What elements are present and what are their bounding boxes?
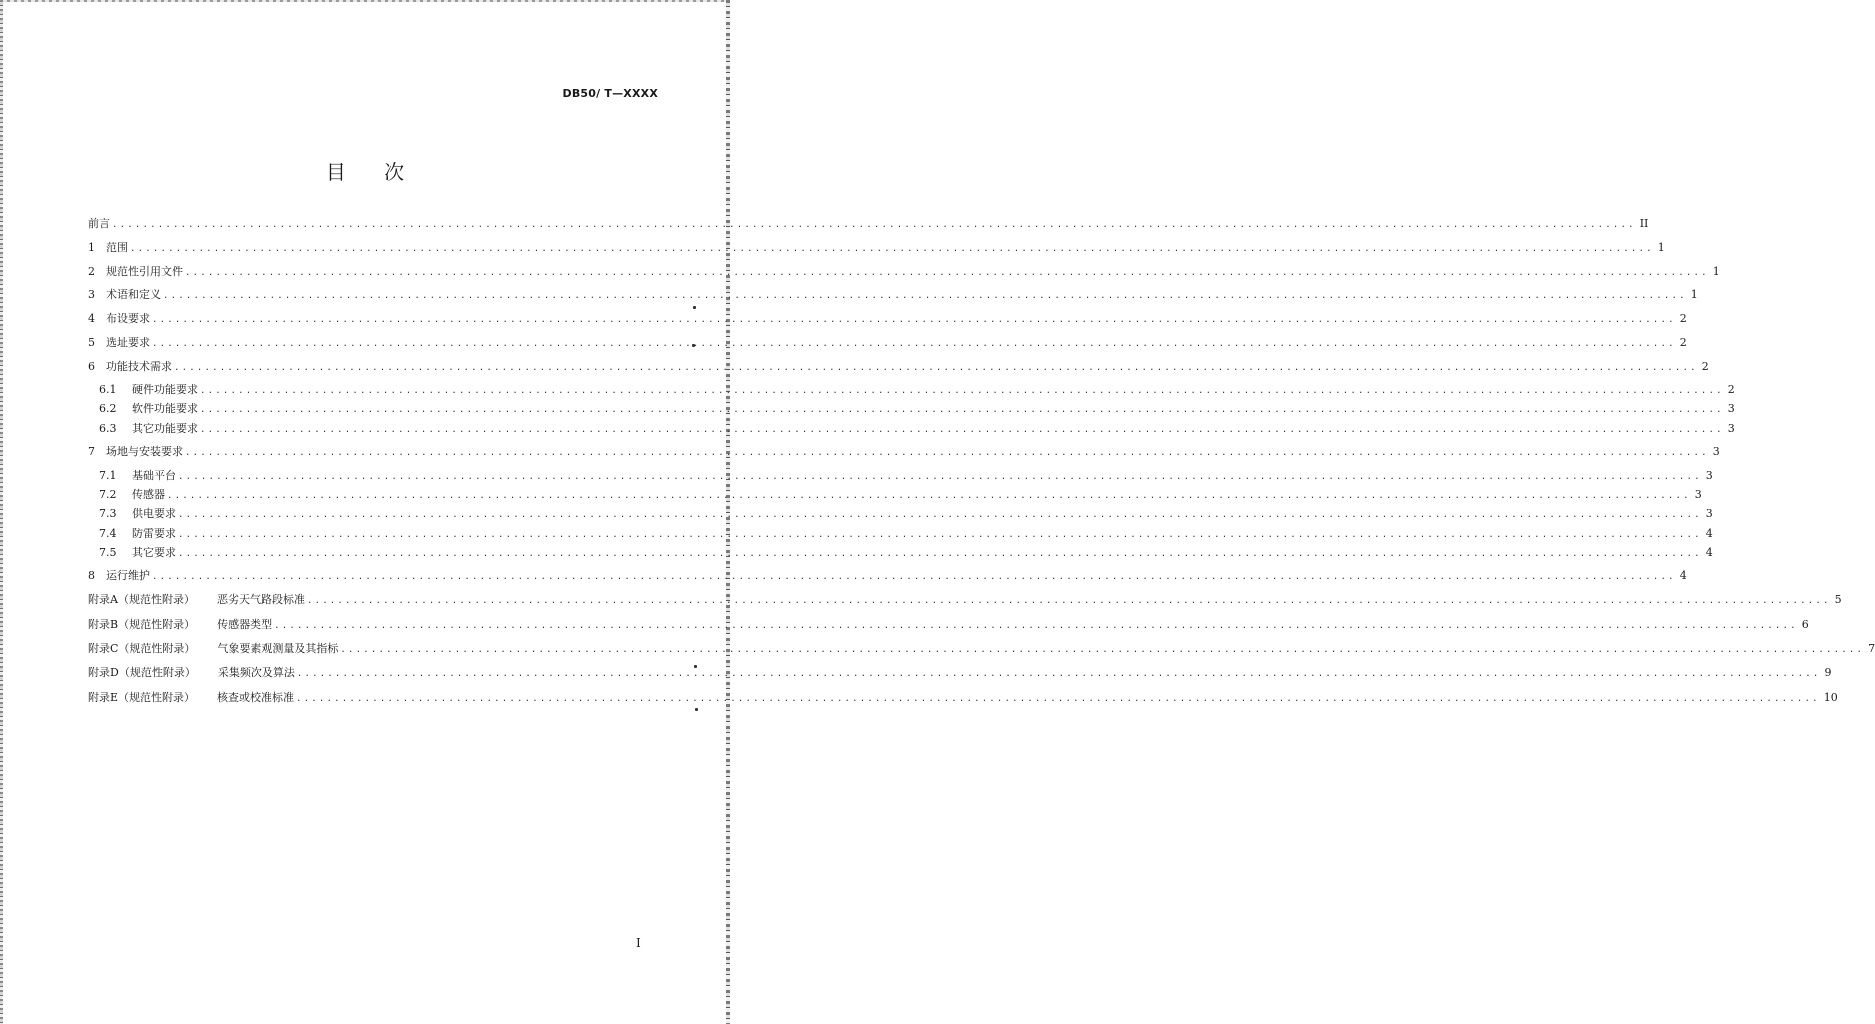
- toc-entry-label: 软件功能要求: [132, 402, 198, 415]
- toc-entry-label: 附录A（规范性附录） 恶劣天气路段标准: [88, 593, 305, 606]
- toc-leader-dots: ........................................................................................................................................................................................................: [306, 596, 1831, 606]
- toc-entry[interactable]: [99, 504, 1713, 524]
- toc-entry-number: 2: [88, 265, 95, 278]
- toc-entry-number: 4: [88, 312, 95, 325]
- toc-leader-dots: ........................................................................................................................................................................................................: [178, 510, 1702, 520]
- toc-entry-appendix-title: 核查或校准标准: [217, 691, 295, 704]
- toc-entry[interactable]: [88, 688, 1838, 708]
- toc-entry-page: 1: [1657, 241, 1665, 254]
- toc-entry-label: 规范性引用文件: [106, 265, 183, 278]
- toc-entry-number: 6.2: [99, 402, 117, 415]
- toc-entry[interactable]: [99, 466, 1713, 486]
- toc-entry-label: 供电要求: [132, 507, 176, 520]
- toc-entry[interactable]: [88, 333, 1687, 353]
- toc-entry-appendix-title: 恶劣天气路段标准: [216, 593, 305, 606]
- toc-leader-dots: ........................................................................................................................................................................................................: [185, 448, 1709, 458]
- toc-entry-label: 场地与安装要求: [106, 445, 183, 458]
- toc-entry-label: 其它功能要求: [132, 422, 198, 435]
- toc-entry[interactable]: [88, 357, 1709, 377]
- toc-entry-number: 3: [88, 288, 95, 301]
- toc-entry-number: 7: [88, 445, 95, 458]
- toc-entry[interactable]: [99, 485, 1702, 505]
- toc-entry-page: 3: [1727, 422, 1735, 435]
- toc-entry-appendix-title: 传感器类型: [217, 618, 273, 631]
- toc-entry-page: 9: [1824, 666, 1832, 679]
- toc-entry-number: 7.5: [99, 546, 117, 559]
- toc-entry-label: 附录B（规范性附录） 传感器类型: [88, 618, 273, 631]
- toc-leader-dots: ........................................................................................................................................................................................................: [178, 530, 1702, 540]
- toc-entry-number: 6: [88, 360, 95, 373]
- toc-entry-label: 基础平台: [132, 469, 176, 482]
- toc-entry-number: 7.2: [99, 488, 117, 501]
- toc-entry-label: 附录E（规范性附录） 核查或校准标准: [88, 691, 295, 704]
- toc-entry-appendix-title: 气象要素观测量及其指标: [217, 642, 339, 655]
- toc-entry-page: 3: [1705, 469, 1713, 482]
- toc-entry-label: 防雷要求: [132, 527, 176, 540]
- toc-entry-page: 4: [1705, 527, 1713, 540]
- toc-entry[interactable]: [88, 590, 1842, 610]
- toc-entry-label: 运行维护: [106, 569, 150, 582]
- toc-entry[interactable]: [99, 399, 1735, 419]
- document-code: DB50/ T—XXXX: [562, 87, 658, 100]
- toc-entry-page: 1: [1690, 288, 1698, 301]
- toc-entry-number: 6.1: [99, 383, 117, 396]
- toc-entry[interactable]: [99, 419, 1735, 439]
- toc-entry-page: 2: [1679, 312, 1687, 325]
- toc-entry[interactable]: [88, 442, 1720, 462]
- toc-leader-dots: ........................................................................................................................................................................................................: [296, 669, 1821, 679]
- toc-entry-label: 术语和定义: [106, 288, 161, 301]
- toc-entry-number: 7.1: [99, 469, 117, 482]
- toc-leader-dots: ........................................................................................................................................................................................................: [178, 549, 1702, 559]
- toc-leader-dots: ........................................................................................................................................................................................................: [185, 268, 1709, 278]
- toc-entry[interactable]: [88, 566, 1687, 586]
- toc-entry-page: 4: [1705, 546, 1713, 559]
- toc-entry[interactable]: [88, 238, 1665, 258]
- toc-leader-dots: ........................................................................................................................................................................................................: [174, 363, 1698, 373]
- toc-leader-dots: ........................................................................................................................................................................................................: [152, 315, 1676, 325]
- toc-leader-dots: ........................................................................................................................................................................................................: [152, 572, 1676, 582]
- toc-entry[interactable]: [88, 309, 1687, 329]
- toc-entry-number: 8: [88, 569, 95, 582]
- page-number: I: [636, 936, 641, 950]
- toc-entry[interactable]: [88, 214, 1649, 234]
- toc-entry-label: 其它要求: [132, 546, 176, 559]
- scan-speck: [693, 306, 696, 309]
- toc-entry-label: 附录C（规范性附录） 气象要素观测量及其指标: [88, 642, 339, 655]
- toc-entry-label: 硬件功能要求: [132, 383, 198, 396]
- toc-leader-dots: ........................................................................................................................................................................................................: [112, 220, 1636, 230]
- toc-leader-dots: ........................................................................................................................................................................................................: [178, 472, 1702, 482]
- toc-entry[interactable]: [88, 639, 1875, 659]
- toc-leader-dots: ........................................................................................................................................................................................................: [130, 244, 1654, 254]
- toc-entry[interactable]: [88, 285, 1698, 305]
- toc-entry[interactable]: [88, 615, 1809, 635]
- toc-entry[interactable]: [88, 262, 1720, 282]
- scan-edge-top: [0, 0, 730, 2]
- toc-entry-label: 传感器: [132, 488, 165, 501]
- toc-entry-appendix-title: 采集频次及算法: [217, 666, 295, 679]
- toc-entry-label: 布设要求: [106, 312, 150, 325]
- toc-entry-number: 5: [88, 336, 95, 349]
- toc-entry-label: 前言: [88, 217, 110, 230]
- toc-leader-dots: ........................................................................................................................................................................................................: [152, 339, 1676, 349]
- toc-entry-page: 3: [1705, 507, 1713, 520]
- toc-leader-dots: ........................................................................................................................................................................................................: [167, 491, 1691, 501]
- toc-entry[interactable]: [88, 663, 1832, 683]
- toc-entry-page: 2: [1727, 383, 1735, 396]
- toc-entry[interactable]: [99, 543, 1713, 563]
- toc-entry-label: 功能技术需求: [106, 360, 172, 373]
- toc-entry-number: 1: [88, 241, 95, 254]
- toc-leader-dots: ........................................................................................................................................................................................................: [200, 405, 1724, 415]
- toc-leader-dots: ........................................................................................................................................................................................................: [340, 645, 1865, 655]
- toc-entry-number: 6.3: [99, 422, 117, 435]
- toc-entry-page: 3: [1694, 488, 1702, 501]
- toc-entry-page: 1: [1712, 265, 1720, 278]
- toc-leader-dots: ........................................................................................................................................................................................................: [200, 386, 1724, 396]
- toc-entry-page: 5: [1834, 593, 1842, 606]
- toc-entry-page: 3: [1712, 445, 1720, 458]
- toc-leader-dots: ........................................................................................................................................................................................................: [296, 694, 1820, 704]
- toc-entry-page: 6: [1801, 618, 1809, 631]
- toc-entry-page: 10: [1823, 691, 1838, 704]
- toc-entry-label: 附录D（规范性附录） 采集频次及算法: [88, 666, 295, 679]
- toc-entry-number: 7.3: [99, 507, 117, 520]
- toc-entry[interactable]: [99, 524, 1713, 544]
- toc-leader-dots: ........................................................................................................................................................................................................: [200, 425, 1724, 435]
- toc-leader-dots: ........................................................................................................................................................................................................: [163, 291, 1687, 301]
- page-title: 目 次: [325, 160, 405, 184]
- toc-entry-number: 7.4: [99, 527, 117, 540]
- toc-entry[interactable]: [99, 380, 1735, 400]
- toc-entry-page: II: [1639, 217, 1649, 230]
- toc-entry-page: 4: [1679, 569, 1687, 582]
- toc-entry-page: 7: [1868, 642, 1875, 655]
- toc-leader-dots: ........................................................................................................................................................................................................: [274, 621, 1798, 631]
- toc-entry-label: 范围: [106, 241, 128, 254]
- toc-entry-page: 2: [1701, 360, 1709, 373]
- toc-entry-page: 3: [1727, 402, 1735, 415]
- toc-entry-label: 选址要求: [106, 336, 150, 349]
- toc-entry-page: 2: [1679, 336, 1687, 349]
- scan-edge-left: [0, 0, 3, 1024]
